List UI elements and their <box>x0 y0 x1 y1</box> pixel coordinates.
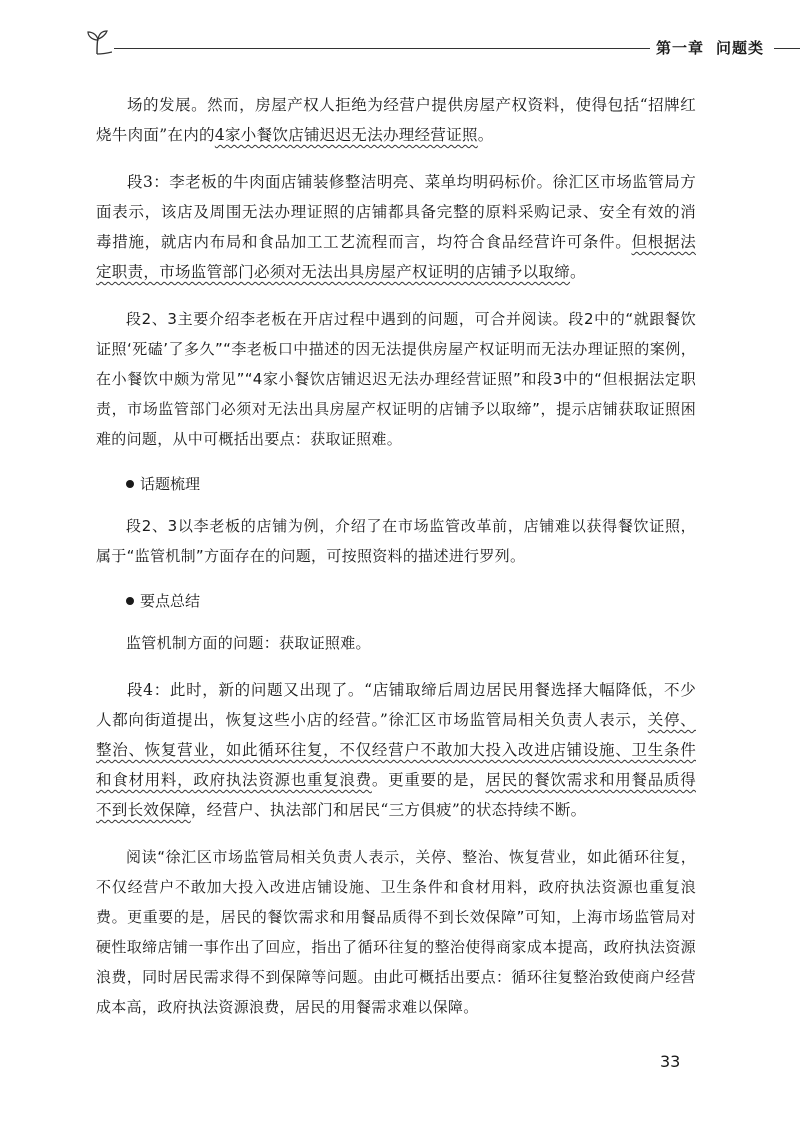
bullet-dot-icon <box>126 480 134 488</box>
heading-text: 话题梳理 <box>140 475 201 493</box>
key-phrase: 4家小餐饮店铺迟迟无法办理经营证照 <box>214 126 478 144</box>
text-segment: 段2、3主要介绍李老板在开店过程中遇到的问题，可合并阅读。段2中的“就跟餐饮证照‘死磕’了多久”“李老板口中描述的因无法提供房屋产权证明而无法办理证照的案例，在小餐饮中颇为常见”“4家小餐饮店铺迟迟无法办理经营证照”和段3中的“但根据法定职责，市场监管部门必须对无法出具房屋产权证明的店铺予以取缔”，提示店铺获取证照困难的问题，从中可概括出要点：获取证照难。 <box>96 310 696 448</box>
text-segment: 。 <box>570 263 586 281</box>
key-phrase: 但根据法定职责，市场监管部门必须对无法出具房屋产权证明的店铺予以取缔 <box>96 233 696 281</box>
page-number: 33 <box>660 1052 681 1071</box>
text-segment: ，经营户、执法部门和居民“三方俱疲”的状态持续不断。 <box>190 801 587 819</box>
header-rule-left <box>114 48 650 49</box>
paragraph <box>96 842 696 1022</box>
key-phrase: 居民的餐饮需求和用餐品质得不到长效保障 <box>96 771 696 819</box>
key-phrase: 关停、整治、恢复营业，如此循环往复， <box>96 711 696 759</box>
section-heading <box>126 471 696 497</box>
sprout-icon <box>84 30 112 60</box>
running-header <box>84 26 774 66</box>
page-body <box>96 90 696 1039</box>
text-segment: 段4：此时，新的问题又出现了。“店铺取缔后周边居民用餐选择大幅降低，不少人都向街道提出，恢复这些小店的经营。”徐汇区市场监管局相关负责人表示， <box>96 681 696 729</box>
key-phrase: 不仅经营户不敢加大投入改进店铺设施、卫生条件和食材用料， <box>96 741 696 789</box>
text-segment: 。 <box>477 126 494 144</box>
text-segment: 段3：李老板的牛肉面店铺装修整洁明亮、菜单均明码标价。徐汇区市场监管局方面表示，该店及周围无法办理证照的店铺都具备完整的原料采购记录、安全有效的消毒措施，就店内布局和食品加工工艺流程而言，均符合食品经营许可条件。 <box>96 173 696 251</box>
section-heading <box>126 588 696 614</box>
text-segment: 监管机制方面的问题：获取证照难。 <box>126 634 371 652</box>
text-segment: 。更重要的是， <box>371 771 486 789</box>
text-segment: 场的发展。然而，房屋产权人拒绝为经营户提供房屋产权资料，使得包括“招牌红烧牛肉面”在内的 <box>96 96 696 144</box>
paragraph <box>96 167 696 287</box>
paragraph <box>96 675 696 825</box>
paragraph <box>96 90 696 150</box>
header-rule-right <box>774 48 800 49</box>
section-label: 问题类 <box>716 39 765 57</box>
heading-text: 要点总结 <box>140 592 201 610</box>
chapter-title <box>656 37 764 58</box>
key-phrase: 政府执法资源也重复浪费 <box>193 771 372 789</box>
paragraph <box>96 511 696 571</box>
bullet-dot-icon <box>126 597 134 605</box>
paragraph <box>96 628 696 658</box>
chapter-label: 第一章 <box>656 39 705 57</box>
paragraph <box>96 304 696 454</box>
text-segment: 段2、3以李老板的店铺为例，介绍了在市场监管改革前，店铺难以获得餐饮证照，属于“监管机制”方面存在的问题，可按照资料的描述进行罗列。 <box>96 517 696 565</box>
text-segment: 阅读“徐汇区市场监管局相关负责人表示，关停、整治、恢复营业，如此循环往复，不仅经营户不敢加大投入改进店铺设施、卫生条件和食材用料，政府执法资源也重复浪费。更重要的是，居民的餐饮需求和用餐品质得不到长效保障”可知，上海市场监管局对硬性取缔店铺一事作出了回应，指出了循环往复的整治使得商家成本提高，政府执法资源浪费，同时居民需求得不到保障等问题。由此可概括出要点：循环往复整治致使商户经营成本高，政府执法资源浪费，居民的用餐需求难以保障。 <box>96 848 696 1016</box>
